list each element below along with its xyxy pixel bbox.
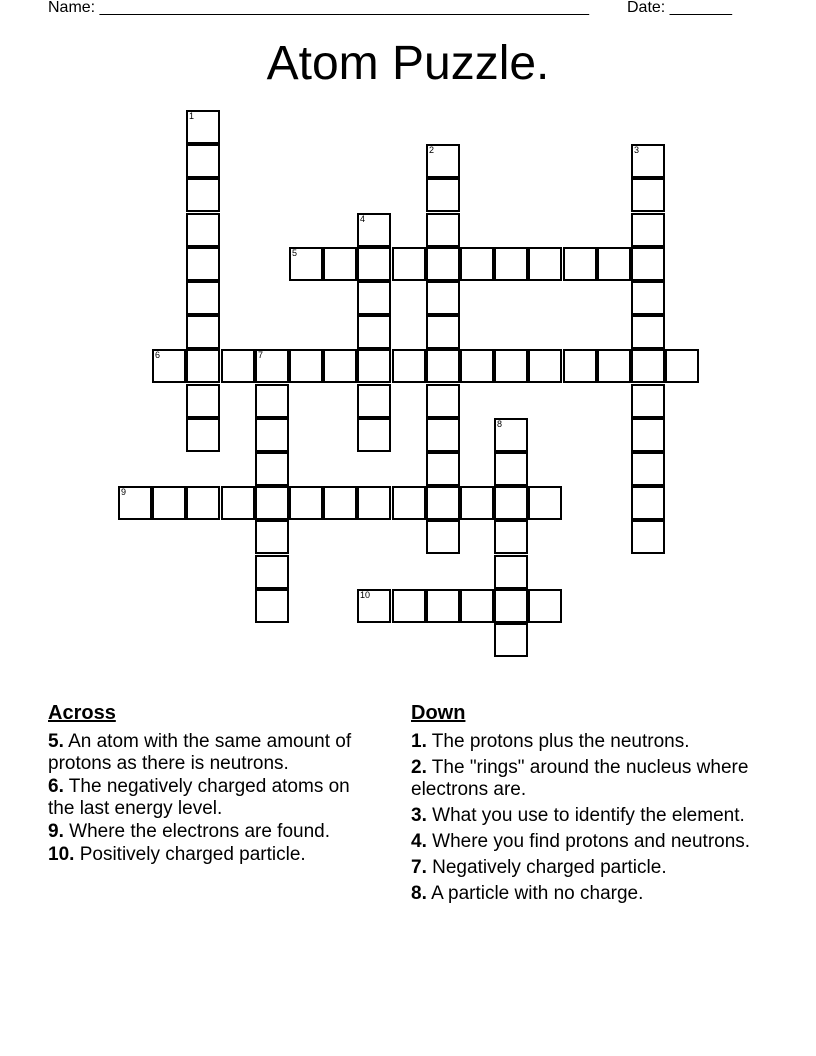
crossword-cell[interactable] [392,247,426,281]
clue-number: 8 [497,419,503,429]
down-clues [411,701,756,909]
crossword-cell[interactable] [631,452,665,486]
crossword-cell[interactable] [186,178,220,212]
down-heading: Down [411,702,466,724]
name-field-label[interactable]: Name: _______________________________________________________ [48,0,589,16]
crossword-cell[interactable] [323,247,357,281]
crossword-cell[interactable] [494,589,528,623]
crossword-cell[interactable] [186,315,220,349]
clue-down-3: 3. What you use to identify the element. [411,805,745,826]
clue-down-7: 7. Negatively charged particle. [411,857,667,878]
crossword-cell[interactable] [631,247,665,281]
clue-down-4: 4. Where you find protons and neutrons. [411,831,751,852]
crossword-cell[interactable] [460,349,494,383]
crossword-cell[interactable] [392,486,426,520]
crossword-cell[interactable] [255,589,289,623]
crossword-cell[interactable] [460,486,494,520]
crossword-cell[interactable] [494,349,528,383]
across-clues [48,701,378,867]
crossword-cell[interactable] [289,349,323,383]
crossword-cell[interactable] [357,213,391,247]
crossword-cell[interactable] [392,589,426,623]
crossword-cell[interactable] [186,281,220,315]
crossword-cell[interactable] [631,315,665,349]
crossword-cell[interactable] [631,384,665,418]
crossword-cell[interactable] [631,418,665,452]
crossword-cell[interactable] [255,418,289,452]
crossword-cell[interactable] [494,520,528,554]
crossword-cell[interactable] [528,486,562,520]
clue-number: 7 [258,350,264,360]
crossword-cell[interactable] [494,247,528,281]
clue-number: 3 [634,145,640,155]
crossword-cell[interactable] [426,349,460,383]
clue-across-10: 10. Positively charged particle. [48,844,306,865]
crossword-cell[interactable] [631,520,665,554]
crossword-cell[interactable] [186,418,220,452]
crossword-cell[interactable] [426,213,460,247]
clue-number: 6 [155,350,161,360]
crossword-cell[interactable] [426,520,460,554]
crossword-cell[interactable] [118,486,152,520]
across-heading: Across [48,702,116,724]
crossword-cell[interactable] [255,520,289,554]
crossword-cell[interactable] [460,589,494,623]
crossword-cell[interactable] [426,315,460,349]
crossword-cell[interactable] [186,247,220,281]
crossword-cell[interactable] [152,486,186,520]
crossword-cell[interactable] [255,452,289,486]
crossword-cell[interactable] [152,349,186,383]
crossword-cell[interactable] [186,384,220,418]
crossword-cell[interactable] [221,486,255,520]
crossword-cell[interactable] [494,486,528,520]
crossword-cell[interactable] [528,349,562,383]
crossword-cell[interactable] [221,349,255,383]
crossword-cell[interactable] [289,247,323,281]
clue-down-1: 1. The protons plus the neutrons. [411,731,690,752]
crossword-cell[interactable] [563,349,597,383]
clue-down-2: 2. The "rings" around the nucleus where electrons are. [411,757,749,800]
crossword-cell[interactable] [357,384,391,418]
crossword-cell[interactable] [357,418,391,452]
crossword-cell[interactable] [255,384,289,418]
crossword-cell[interactable] [665,349,699,383]
crossword-cell[interactable] [426,281,460,315]
crossword-cell[interactable] [631,213,665,247]
crossword-cell[interactable] [563,247,597,281]
crossword-cell[interactable] [494,418,528,452]
crossword-cell[interactable] [631,178,665,212]
clue-number: 4 [360,214,366,224]
crossword-cell[interactable] [323,486,357,520]
crossword-cell[interactable] [323,349,357,383]
crossword-cell[interactable] [426,418,460,452]
crossword-cell[interactable] [255,349,289,383]
crossword-cell[interactable] [357,315,391,349]
clue-number: 9 [121,487,127,497]
crossword-cell[interactable] [597,247,631,281]
crossword-cell[interactable] [186,144,220,178]
crossword-cell[interactable] [460,247,494,281]
crossword-cell[interactable] [597,349,631,383]
clue-number: 5 [292,248,298,258]
crossword-cell[interactable] [426,384,460,418]
crossword-cell[interactable] [357,486,391,520]
clue-number: 1 [189,111,195,121]
crossword-cell[interactable] [289,486,323,520]
crossword-cell[interactable] [357,589,391,623]
crossword-cell[interactable] [392,349,426,383]
crossword-cell[interactable] [357,281,391,315]
crossword-cell[interactable] [631,349,665,383]
crossword-cell[interactable] [255,555,289,589]
crossword-cell[interactable] [426,247,460,281]
crossword-cell[interactable] [426,452,460,486]
crossword-cell[interactable] [186,349,220,383]
crossword-cell[interactable] [357,349,391,383]
crossword-cell[interactable] [494,452,528,486]
clue-across-5: 5. An atom with the same amount of protons as there is neutrons. [48,731,352,774]
crossword-cell[interactable] [255,486,289,520]
clue-down-8: 8. A particle with no charge. [411,883,644,904]
crossword-cell[interactable] [528,247,562,281]
crossword-cell[interactable] [186,213,220,247]
crossword-cell[interactable] [631,281,665,315]
crossword-cell[interactable] [186,486,220,520]
crossword-cell[interactable] [631,144,665,178]
crossword-cell[interactable] [528,589,562,623]
clue-across-6: 6. The negatively charged atoms on the last energy level. [48,776,350,819]
crossword-cell[interactable] [494,623,528,657]
crossword-cell[interactable] [426,178,460,212]
crossword-cell[interactable] [426,144,460,178]
clue-number: 2 [429,145,435,155]
page-title: Atom Puzzle. [266,37,550,90]
crossword-cell[interactable] [426,589,460,623]
clue-across-9: 9. Where the electrons are found. [48,821,331,842]
clue-number: 10 [360,590,371,600]
crossword-cell[interactable] [186,110,220,144]
crossword-cell[interactable] [631,486,665,520]
date-field-label[interactable]: Date: _______ [627,0,732,16]
crossword-cell[interactable] [494,555,528,589]
crossword-cell[interactable] [426,486,460,520]
crossword-cell[interactable] [357,247,391,281]
